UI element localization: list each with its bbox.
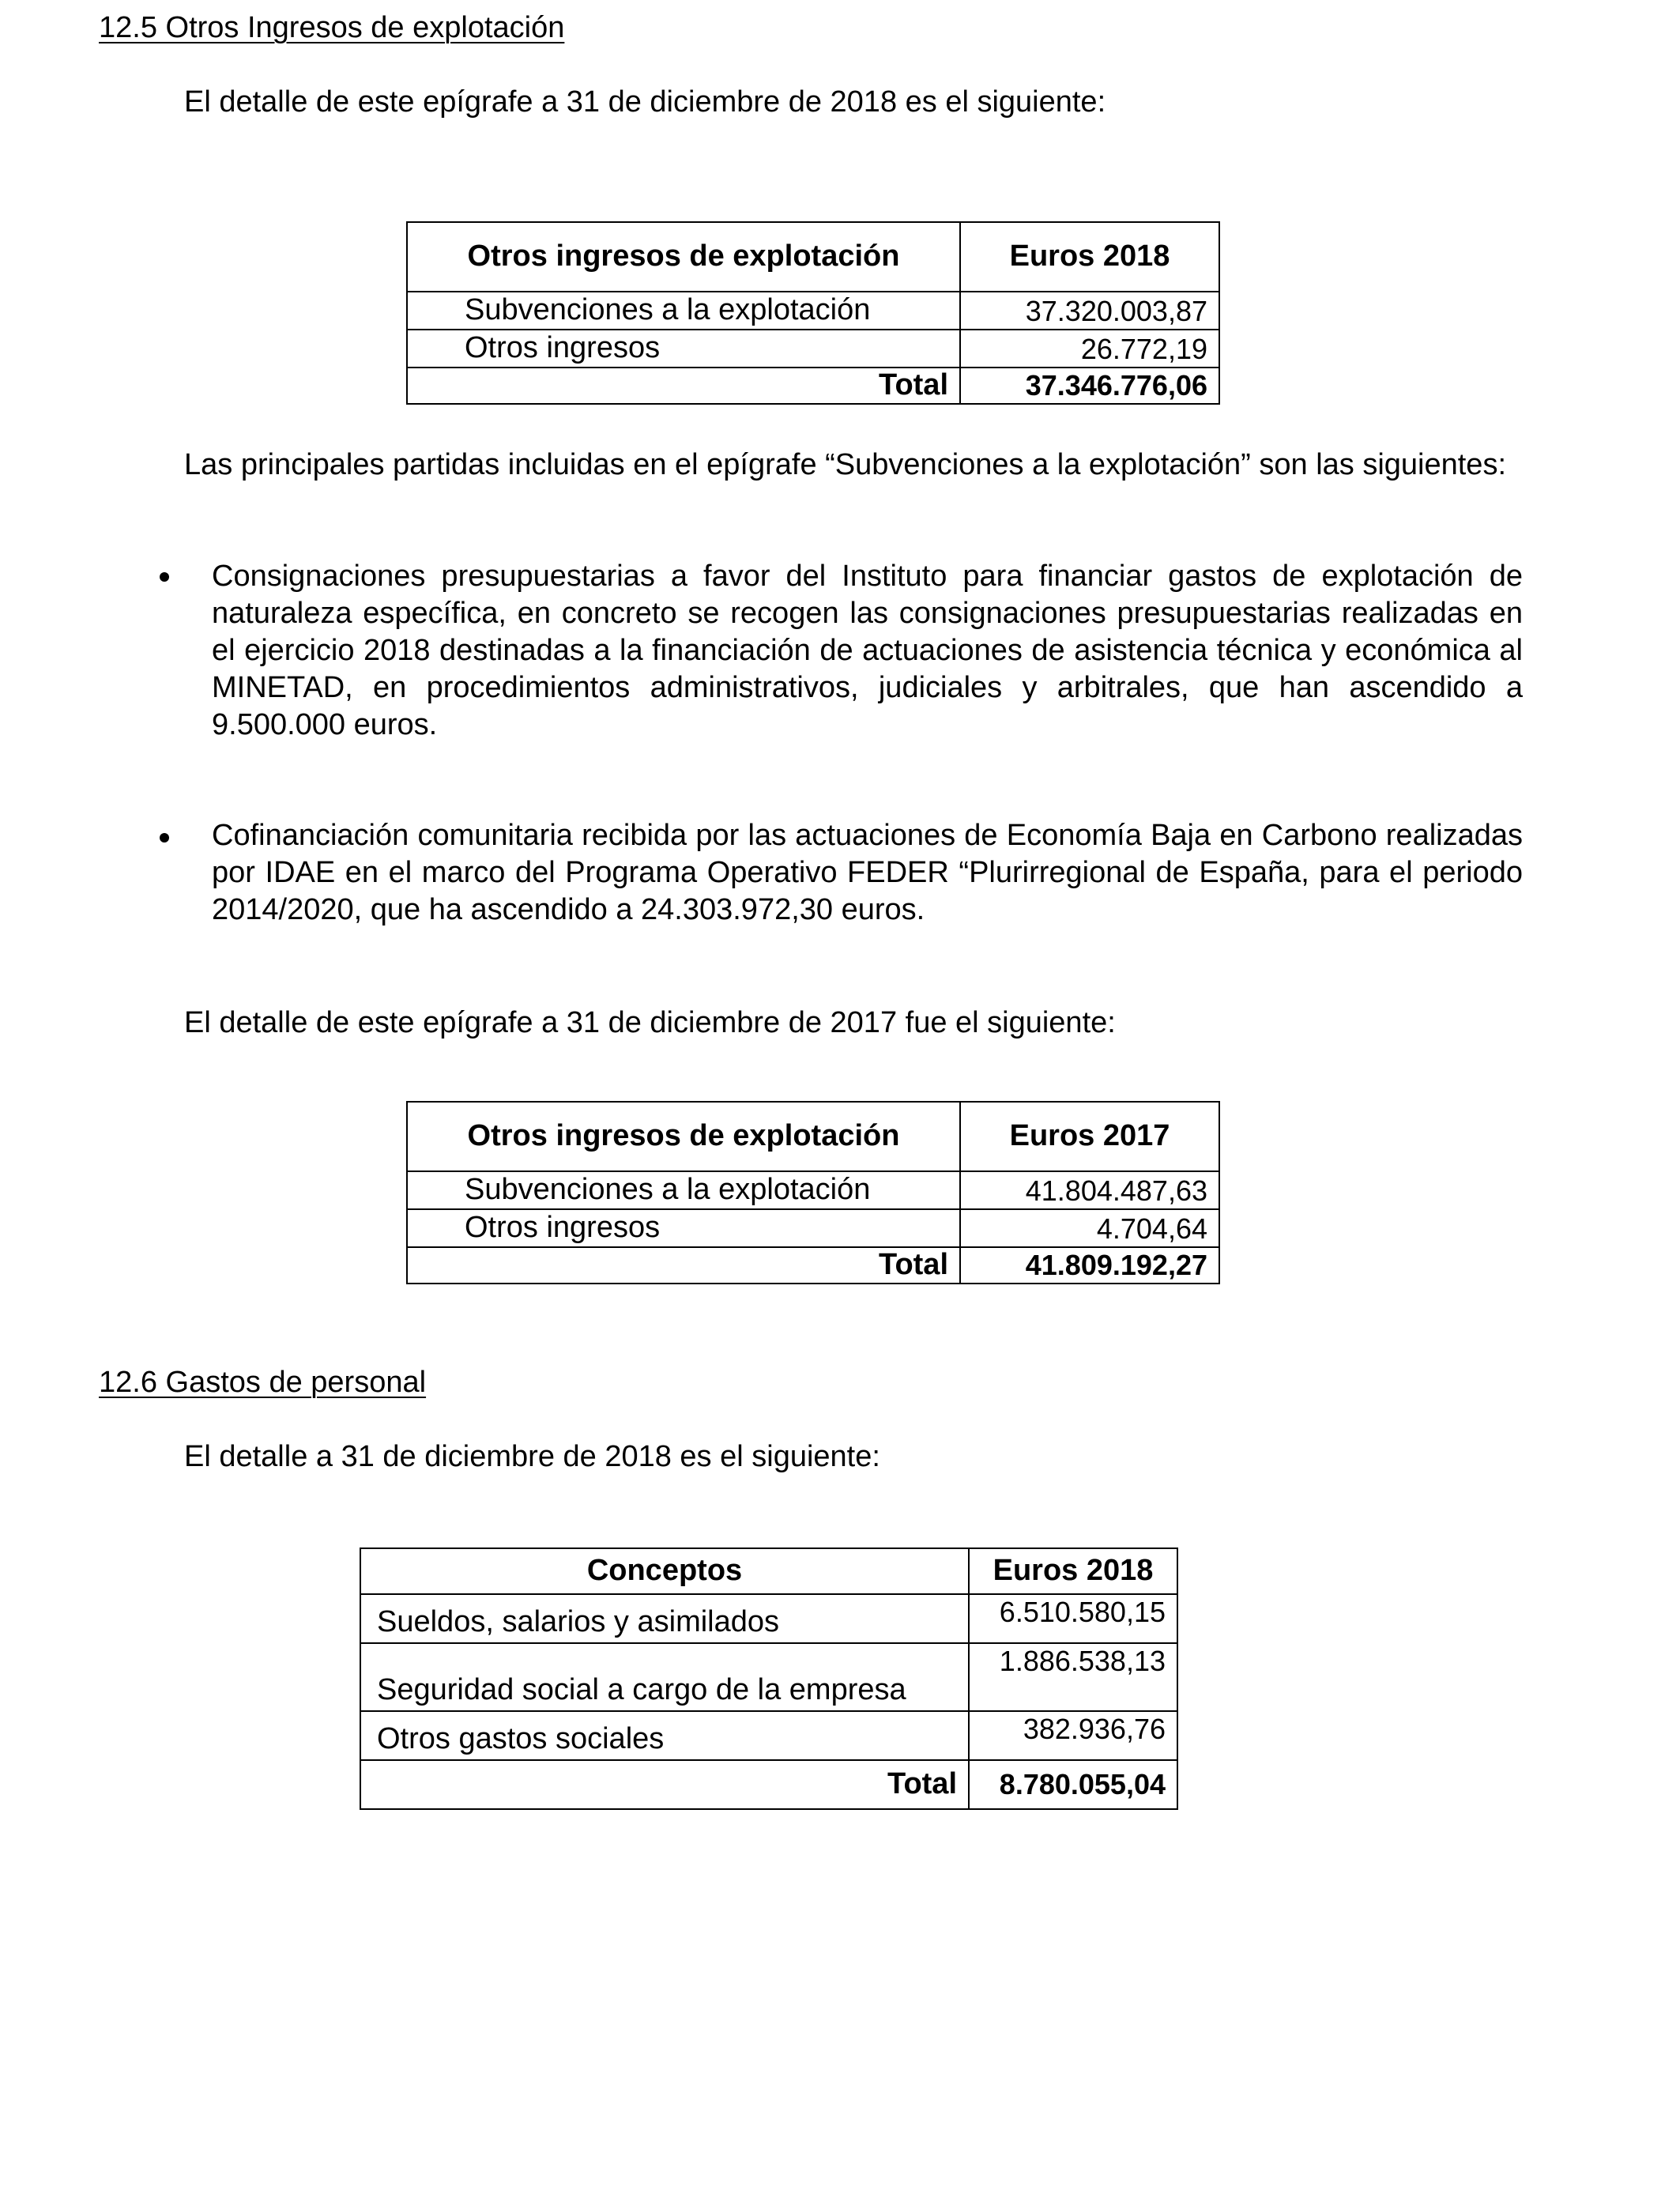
total-value: 8.780.055,04 [969, 1760, 1177, 1809]
table-header-row [407, 1102, 1219, 1171]
otros-ingresos-2018-table [406, 221, 1220, 405]
total-row [360, 1760, 1177, 1809]
table-header-row [407, 222, 1219, 292]
gastos-personal-intro: El detalle a 31 de diciembre de 2018 es el siguiente: [184, 1440, 880, 1473]
total-value: 41.809.192,27 [960, 1247, 1219, 1284]
total-label: Total [407, 368, 960, 404]
table-row [407, 1171, 1219, 1209]
column-header-amount: Euros 2017 [960, 1102, 1219, 1171]
table-header-row [360, 1548, 1177, 1594]
row-value: 37.320.003,87 [960, 292, 1219, 330]
table-row [407, 1209, 1219, 1247]
table-row [360, 1643, 1177, 1711]
table-row [360, 1594, 1177, 1643]
gastos-personal-table [360, 1547, 1178, 1810]
column-header-concept: Conceptos [360, 1548, 969, 1594]
row-value: 4.704,64 [960, 1209, 1219, 1247]
row-value: 382.936,76 [969, 1711, 1177, 1760]
bullet-icon [160, 572, 169, 582]
column-header-concept: Otros ingresos de explotación [407, 222, 960, 292]
total-row [407, 368, 1219, 404]
bullet-item-cofinanciacion: Cofinanciación comunitaria recibida por las actuaciones de Economía Baja en Carbono realizadas por IDAE en el marco del Programa Operativo FEDER “Plurirregional de España, para el periodo 2014/2020, que ha ascendido a 24.303.972,30 euros. [212, 819, 1523, 926]
total-value: 37.346.776,06 [960, 368, 1219, 404]
section-12-5-heading: 12.5 Otros Ingresos de explotación [99, 11, 565, 44]
otros-ingresos-2017-table [406, 1101, 1220, 1284]
row-label: Otros gastos sociales [360, 1711, 969, 1760]
row-label: Sueldos, salarios y asimilados [360, 1594, 969, 1643]
row-value: 26.772,19 [960, 330, 1219, 368]
row-value: 1.886.538,13 [969, 1643, 1177, 1711]
column-header-concept: Otros ingresos de explotación [407, 1102, 960, 1171]
principal-items-intro: Las principales partidas incluidas en el epígrafe “Subvenciones a la explotación” son las siguientes: [184, 448, 1507, 481]
table-row [407, 330, 1219, 368]
total-label: Total [360, 1760, 969, 1809]
column-header-amount: Euros 2018 [960, 222, 1219, 292]
row-value: 41.804.487,63 [960, 1171, 1219, 1209]
bullet-icon [160, 833, 169, 843]
row-label: Subvenciones a la explotación [407, 292, 960, 330]
intro-2017-text: El detalle de este epígrafe a 31 de diciembre de 2017 fue el siguiente: [184, 1006, 1116, 1039]
table-row [407, 292, 1219, 330]
total-row [407, 1247, 1219, 1284]
row-value: 6.510.580,15 [969, 1594, 1177, 1643]
section-12-6-heading: 12.6 Gastos de personal [99, 1366, 427, 1399]
row-label: Otros ingresos [407, 330, 960, 368]
row-label: Seguridad social a cargo de la empresa [360, 1643, 969, 1711]
table-row [360, 1711, 1177, 1760]
row-label: Subvenciones a la explotación [407, 1171, 960, 1209]
row-label: Otros ingresos [407, 1209, 960, 1247]
intro-2018-text: El detalle de este epígrafe a 31 de diciembre de 2018 es el siguiente: [184, 85, 1106, 119]
column-header-amount: Euros 2018 [969, 1548, 1177, 1594]
bullet-item-consignaciones: Consignaciones presupuestarias a favor del Instituto para financiar gastos de explotación de naturaleza específica, en concreto se recogen las consignaciones presupuestarias realizadas en el ejercicio 2018 destinadas a la financiación de actuaciones de asistencia técnica y económica al MINETAD, en procedimientos administrativos, judiciales y arbitrales, que han ascendido a 9.500.000 euros. [212, 560, 1523, 741]
total-label: Total [407, 1247, 960, 1284]
